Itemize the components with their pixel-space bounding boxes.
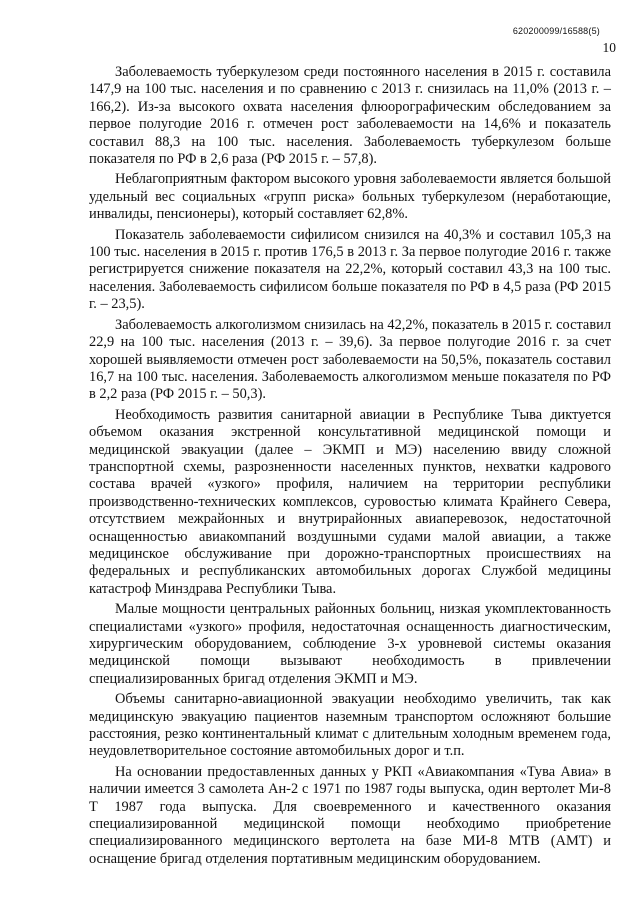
paragraph-evacuation-volume: Объемы санитарно-авиационной эвакуации необходимо увеличить, так как медицинскую эвакуацию пациентов наземным транспортом осложняют большие расстояния, резко континентальный климат с длительным холодным временем года, неудовлетворительное состояние автомобильных дорог и т.п. [89,691,611,760]
paragraph-district-hospitals: Малые мощности центральных районных больниц, низкая укомплектованность специалистами «узкого» профиля, недостаточная оснащенность диагностическим, хирургическим оборудованием, соблюдение 3-х уровневой системы оказания медицинской помощи вызывают необходимость в привлечении специализированных бригад отделения ЭКМП и МЭ. [89,601,611,687]
paragraph-aircraft-fleet: На основании предоставленных данных у РКП «Авиакомпания «Тува Авиа» в наличии имеется 3 самолета Ан-2 с 1971 по 1987 годы выпуска, один вертолет Ми-8 Т 1987 года выпуска. Для своевременного и качественного оказания специализированной медицинской помощи необходимо приобретение специализированного медицинского вертолета на базе МИ-8 МТВ (АМТ) и оснащение бригад отделения портативным медицинским оборудованием. [89,763,611,867]
document-body [89,64,611,871]
paragraph-syphilis: Показатель заболеваемости сифилисом снизился на 40,3% и составил 105,3 на 100 тыс. населения в 2015 г. против 176,5 в 2013 г. За первое полугодие 2016 г. также регистрируется снижение показателя на 22,2%, который составил 43,3 на 100 тыс. населения. Заболеваемость сифилисом больше показателя по РФ в 4,5 раза (РФ 2015 г. – 23,5). [89,226,611,313]
paragraph-alcoholism: Заболеваемость алкоголизмом снизилась на 42,2%, показатель в 2015 г. составил 22,9 на 100 тыс. населения (2013 г. – 39,6). За первое полугодие 2016 г. за счет хорошей выявляемости отмечен рост заболеваемости на 50,5%, показатель составил 16,7 на 100 тыс. населения. Заболеваемость алкоголизмом меньше показателя по РФ в 2,2 раза (РФ 2015 г. – 50,3). [89,316,611,403]
paragraph-risk-groups: Неблагоприятным фактором высокого уровня заболеваемости является большой удельный вес социальных «групп риска» больных туберкулезом (неработающие, инвалиды, пенсионеры), который составляет 62,8%. [89,171,611,223]
paragraph-tuberculosis: Заболеваемость туберкулезом среди постоянного населения в 2015 г. составила 147,9 на 100 тыс. населения и по сравнению с 2013 г. снизилась на 11,0% (2013 г. – 166,2). Из-за высокого охвата населения флюорографическим обследованием за первое полугодие 2016 г. отмечен рост заболеваемости на 14,6% и показатель составил 88,3 на 100 тыс. населения. Заболеваемость туберкулезом больше показателя по РФ в 2,6 раза (РФ 2015 г. – 57,8). [89,64,611,168]
document-id: 620200099/16588(5) [512,26,600,36]
page-number: 10 [602,40,616,55]
paragraph-sanitary-aviation: Необходимость развития санитарной авиации в Республике Тыва диктуется объемом оказания экстренной консультативной медицинской помощи и медицинской эвакуации (далее – ЭКМП и МЭ) населению ввиду сложной транспортной схемы, разрозненности населенных пунктов, нехватки кадрового состава врачей «узкого» профиля, наличием на территории республики производственно-технических комплексов, суровостью климата Крайнего Севера, отсутствием межрайонных и внутрирайонных авиаперевозок, недостаточной оснащенностью авиакомпаний воздушными судами малой авиации, а также медицинское обслуживание при дорожно-транспортных происшествиях на федеральных и республиканских автомобильных дорогах Службой медицины катастроф Минздрава Республики Тыва. [89,406,611,597]
